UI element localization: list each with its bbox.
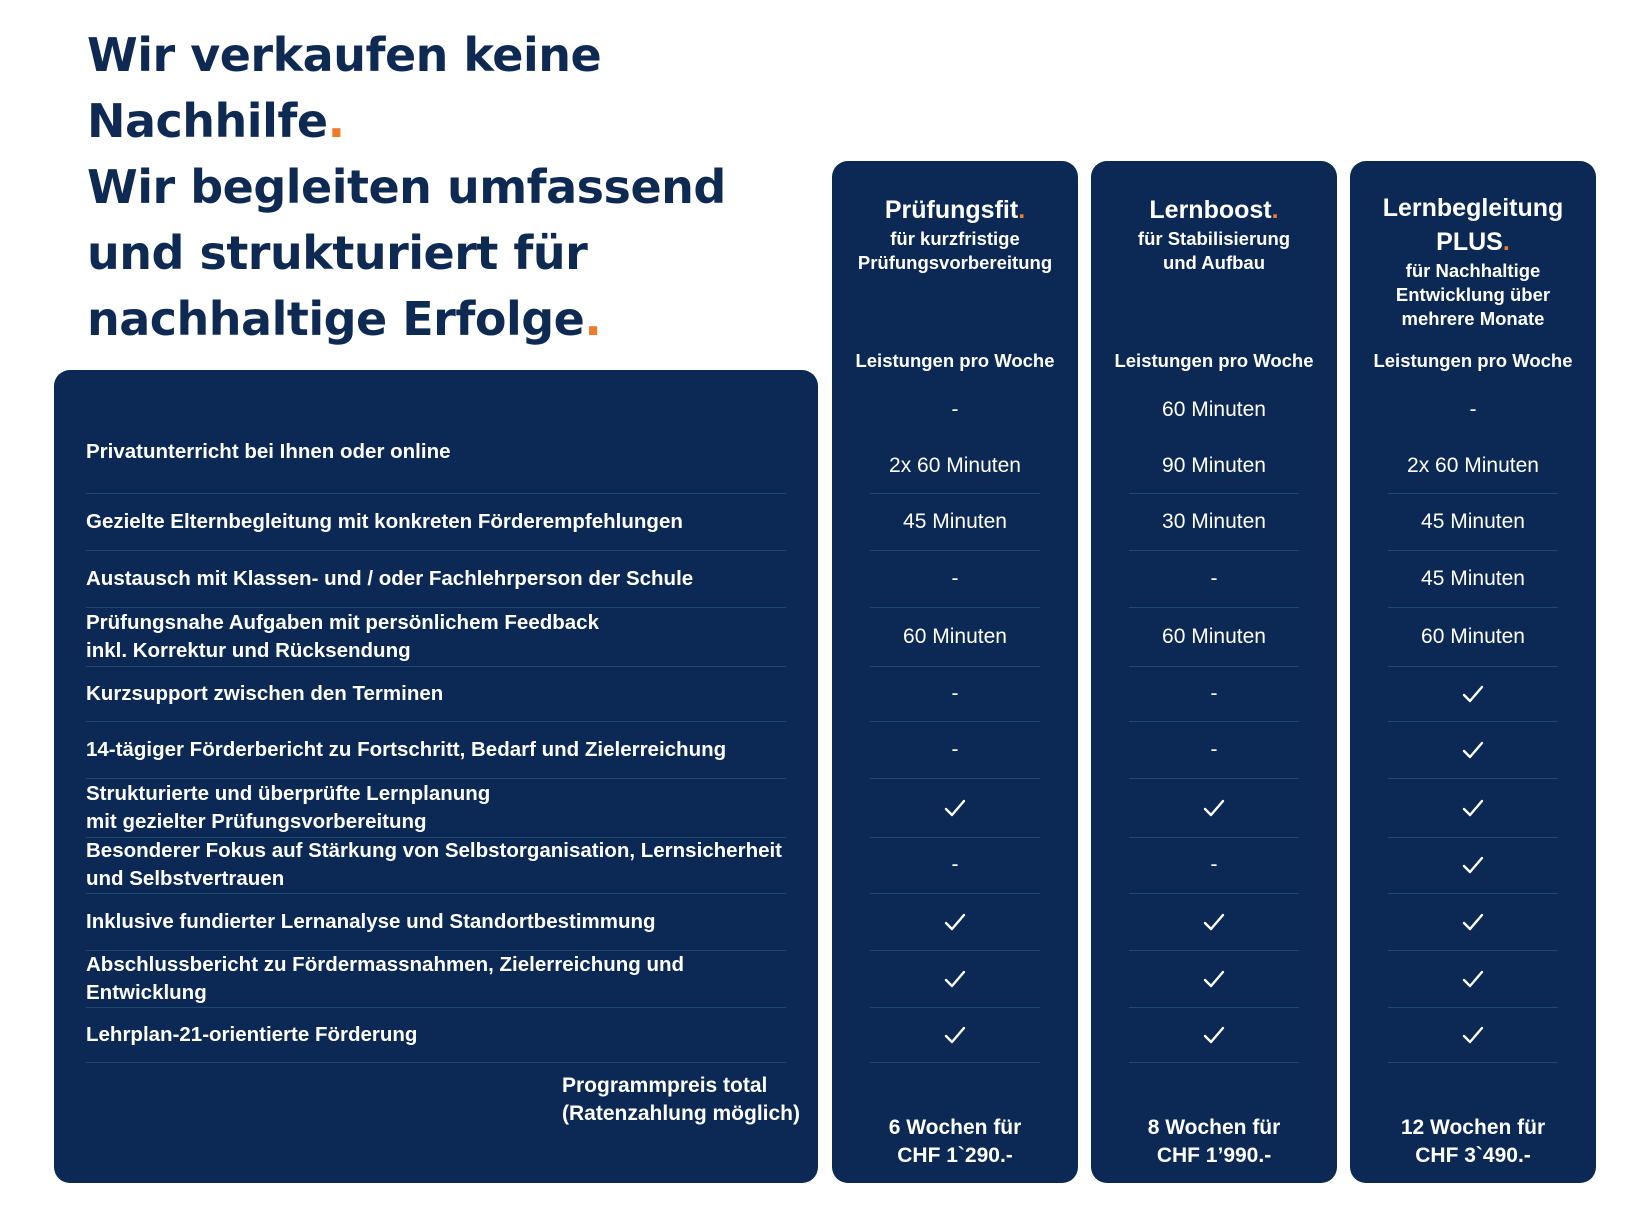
plan-cell — [1388, 778, 1558, 838]
feature-label: Inklusive fundierter Lernanalyse und Standortbestimmung — [86, 909, 656, 933]
plan-cell — [870, 550, 1040, 608]
plan-subtitle: Prüfungsvorbereitung — [857, 252, 1053, 273]
plan-cell — [1388, 893, 1558, 951]
dash-value: - — [1469, 398, 1477, 421]
feature-row — [86, 410, 786, 494]
per-week-label: Leistungen pro Woche — [855, 350, 1055, 371]
feature-row — [86, 721, 786, 779]
dash-value: - — [951, 853, 959, 876]
plan-title-text: PLUS — [1436, 228, 1503, 256]
per-week-label: Leistungen pro Woche — [1114, 350, 1314, 371]
plan-cell — [870, 438, 1040, 494]
check-icon — [1202, 1023, 1226, 1047]
plan-cell — [1388, 550, 1558, 608]
plan-price-line: CHF 1`290.- — [897, 1144, 1013, 1167]
feature-label: Gezielte Elternbegleitung mit konkreten Förderempfehlungen — [86, 509, 683, 533]
plan-price-line: 12 Wochen für — [1400, 1116, 1546, 1139]
plan-cell — [1129, 607, 1299, 667]
plan-price-line: CHF 3`490.- — [1415, 1144, 1531, 1167]
plan-cell — [1129, 950, 1299, 1008]
plan-cell — [870, 666, 1040, 722]
features-panel — [54, 370, 818, 1183]
plan-price — [1350, 1114, 1596, 1170]
plan-cell — [1388, 1007, 1558, 1063]
dash-value: - — [951, 681, 959, 705]
dash-value: - — [951, 398, 959, 421]
plan-card-lernbegleitung-plus[interactable] — [1350, 161, 1596, 1183]
plan-cell — [1129, 550, 1299, 608]
plan-cell — [1129, 1007, 1299, 1063]
plan-cell — [870, 1007, 1040, 1063]
headline-text: und strukturiert für — [87, 226, 588, 280]
per-week-label: Leistungen pro Woche — [1373, 350, 1573, 371]
plan-header — [1091, 193, 1337, 275]
plan-cell — [1129, 438, 1299, 494]
plan-subtitle: und Aufbau — [1162, 252, 1266, 273]
plan-cell — [1388, 607, 1558, 667]
plan-price-line: 6 Wochen für — [888, 1116, 1022, 1139]
plan-subtitle: für kurzfristige — [890, 228, 1020, 249]
minutes-value: 60 Minuten — [1162, 398, 1266, 421]
plan-subtitle: mehrere Monate — [1401, 308, 1545, 329]
plan-title — [1350, 225, 1596, 259]
plan-cell — [870, 950, 1040, 1008]
headline-line — [87, 88, 787, 154]
feature-row — [86, 493, 786, 551]
plan-subtitle: für Stabilisierung — [1137, 228, 1291, 249]
plan-cell — [1129, 493, 1299, 551]
plan-title — [832, 193, 1078, 227]
feature-label: Besonderer Fokus auf Stärkung von Selbstorganisation, Lernsicherheit und Selbstvertrauen — [86, 839, 783, 890]
plan-cell — [1388, 721, 1558, 779]
plan-cell — [870, 607, 1040, 667]
headline-line — [87, 286, 787, 352]
check-icon — [1461, 796, 1485, 820]
price-label — [562, 1072, 800, 1128]
plan-price — [832, 1114, 1078, 1170]
plan-title-text: Lernboost — [1149, 196, 1272, 224]
headline-text: Wir begleiten umfassend — [87, 160, 726, 214]
headline-text: Wir verkaufen keine — [87, 28, 602, 82]
plan-cell — [1388, 438, 1558, 494]
check-icon — [1202, 910, 1226, 934]
feature-label: Kurzsupport zwischen den Terminen — [86, 681, 444, 705]
minutes-value: 60 Minuten — [1162, 624, 1266, 648]
dash-value: - — [1210, 737, 1218, 761]
feature-row — [86, 950, 786, 1008]
feature-label: Abschlussbericht zu Fördermassnahmen, Zielerreichung und Entwicklung — [86, 952, 685, 1004]
headline-text: Nachhilfe — [87, 94, 328, 148]
plan-header — [1350, 191, 1596, 331]
feature-label: Austausch mit Klassen- und / oder Fachlehrperson der Schule — [86, 566, 694, 590]
dash-value: - — [951, 737, 959, 761]
plan-cell — [870, 837, 1040, 894]
accent-dot: . — [1502, 228, 1510, 256]
plan-cell — [1129, 721, 1299, 779]
dash-value: - — [951, 566, 959, 590]
plan-cell — [1129, 893, 1299, 951]
check-icon — [1461, 738, 1485, 762]
plan-subtitle: für Nachhaltige — [1405, 260, 1541, 281]
check-icon — [943, 1023, 967, 1047]
feature-row — [86, 607, 786, 667]
plan-card-lernboost[interactable] — [1091, 161, 1337, 1183]
plan-cell — [1388, 382, 1558, 438]
plan-header — [832, 193, 1078, 275]
headline-line — [87, 22, 787, 88]
feature-row — [86, 837, 786, 894]
minutes-value: 2x 60 Minuten — [889, 453, 1021, 477]
plan-cell — [870, 778, 1040, 838]
headline-line — [87, 220, 787, 286]
feature-label: 14-tägiger Förderbericht zu Fortschritt, Bedarf und Zielerreichung — [86, 737, 727, 761]
plan-cell — [870, 893, 1040, 951]
feature-row — [86, 666, 786, 722]
feature-label: Privatunterricht bei Ihnen oder online — [86, 439, 451, 463]
plan-cell — [1388, 666, 1558, 722]
check-icon — [1202, 796, 1226, 820]
plan-cell — [870, 721, 1040, 779]
feature-row — [86, 893, 786, 951]
check-icon — [943, 796, 967, 820]
plan-price-line: 8 Wochen für — [1147, 1116, 1281, 1139]
accent-dot: . — [1271, 196, 1279, 224]
accent-dot: . — [584, 292, 602, 346]
plan-price — [1091, 1114, 1337, 1170]
minutes-value: 60 Minuten — [1421, 624, 1525, 648]
check-icon — [1461, 967, 1485, 991]
plan-cell — [1129, 837, 1299, 894]
feature-row — [86, 778, 786, 838]
check-icon — [1461, 1023, 1485, 1047]
plan-cell — [1388, 950, 1558, 1008]
minutes-value: 45 Minuten — [903, 509, 1007, 533]
plan-subtitle: Entwicklung über — [1395, 284, 1551, 305]
plan-title — [1350, 191, 1596, 225]
plan-cell — [1129, 778, 1299, 838]
plan-title-text: Prüfungsfit — [884, 196, 1019, 224]
feature-label: Prüfungsnahe Aufgaben mit persönlichem Feedback inkl. Korrektur und Rücksendung — [86, 610, 599, 662]
check-icon — [943, 967, 967, 991]
plan-price-line: CHF 1’990.- — [1156, 1144, 1272, 1167]
minutes-value: 2x 60 Minuten — [1407, 453, 1539, 477]
plan-cell — [870, 382, 1040, 438]
plan-cell — [1388, 493, 1558, 551]
minutes-value: 90 Minuten — [1162, 453, 1266, 477]
dash-value: - — [1210, 681, 1218, 705]
price-label-line: (Ratenzahlung möglich) — [562, 1102, 800, 1125]
feature-row — [86, 550, 786, 608]
check-icon — [1461, 682, 1485, 706]
dash-value: - — [1210, 566, 1218, 590]
plan-title-text: Lernbegleitung — [1382, 194, 1564, 222]
price-label-line: Programmpreis total — [562, 1074, 768, 1097]
check-icon — [1461, 853, 1485, 877]
dash-value: - — [1210, 853, 1218, 876]
check-icon — [1202, 967, 1226, 991]
plan-cell — [870, 493, 1040, 551]
plan-cell — [1388, 837, 1558, 894]
check-icon — [943, 910, 967, 934]
accent-dot: . — [1018, 196, 1026, 224]
minutes-value: 45 Minuten — [1421, 566, 1525, 590]
headline — [87, 22, 787, 352]
feature-label: Strukturierte und überprüfte Lernplanung mit gezielter Prüfungsvorbereitung — [86, 781, 491, 833]
feature-row — [86, 1007, 786, 1063]
feature-label: Lehrplan-21-orientierte Förderung — [86, 1022, 418, 1046]
minutes-value: 30 Minuten — [1162, 509, 1266, 533]
plan-cell — [1129, 382, 1299, 438]
minutes-value: 45 Minuten — [1421, 509, 1525, 533]
minutes-value: 60 Minuten — [903, 624, 1007, 648]
accent-dot: . — [327, 94, 345, 148]
plan-title — [1091, 193, 1337, 227]
check-icon — [1461, 910, 1485, 934]
plan-cell — [1129, 666, 1299, 722]
headline-text: nachhaltige Erfolge — [87, 292, 585, 346]
headline-line — [87, 154, 787, 220]
plan-card-pruefungsfit[interactable] — [832, 161, 1078, 1183]
